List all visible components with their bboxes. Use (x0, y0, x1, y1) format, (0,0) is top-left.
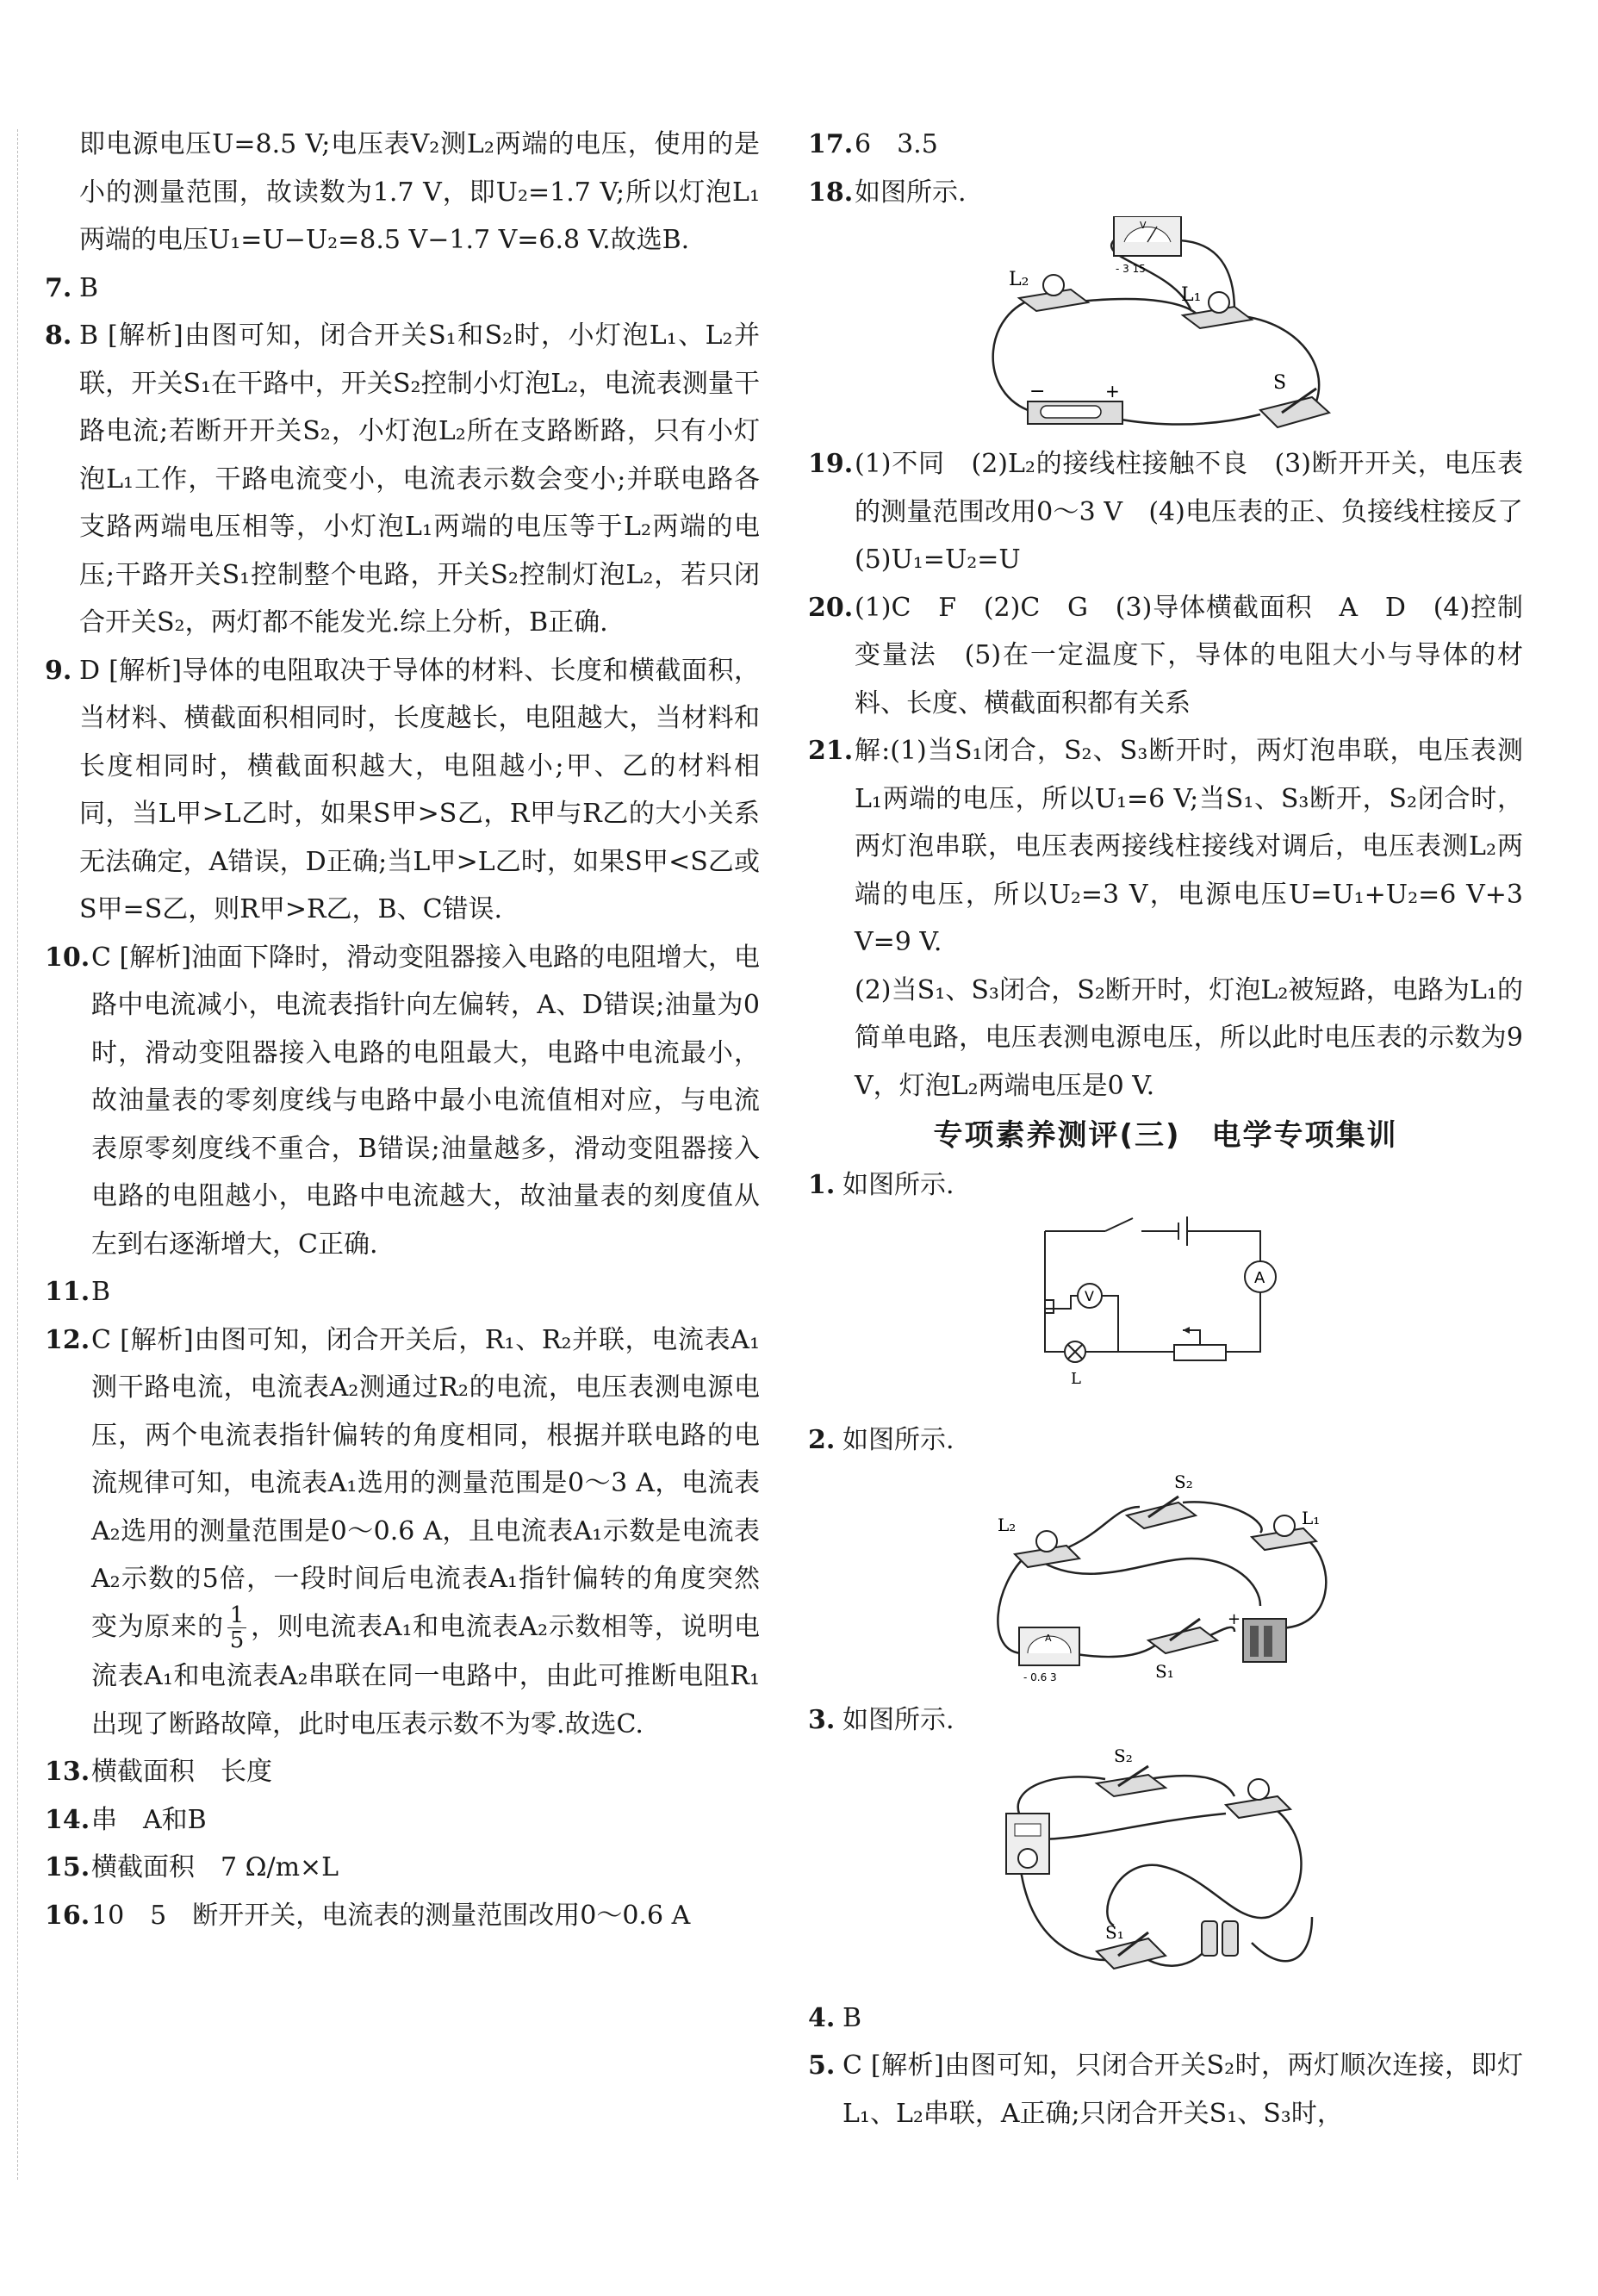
voltmeter-scale: - 3 15 (1116, 263, 1146, 275)
svg-text:+: + (1228, 1610, 1241, 1628)
bulb-l2 (998, 1515, 1079, 1567)
switch-s1 (1148, 1619, 1217, 1682)
svg-text:S₁: S₁ (1105, 1921, 1124, 1943)
answer-12-part-a: C [解析]由图可知，闭合开关后，R₁、R₂并联，电流表A₁测干路电流，电流表A₂测通过R₂的电流，电压表测电源电压，两个电流表指针偏转的角度相同，根据并联电路的电流规律可知，电流表A₁选用的测量范围是0～3 A，电流表A₂选用的测量范围是0～0.6 A，且电流表A₁示数是电流表A₂示数的5倍，一段时间后电流表A₁指针偏转的角度突然变为原来的 (91, 1324, 760, 1642)
battery-minus: − (1029, 381, 1046, 402)
label-l1: L₁ (1181, 284, 1202, 306)
switch-s1 (1097, 1922, 1166, 1969)
right-column (808, 121, 1549, 2137)
answer-11: 11. B (45, 1277, 111, 1307)
svg-text:- 0.6 3: - 0.6 3 (1023, 1671, 1057, 1683)
answer-14: 14. 串 A和B (45, 1804, 207, 1835)
special-4: 4. B (808, 2002, 862, 2033)
answer-20: 20. (1)C F (2)C G (3)导体横截面积 A D (4)控制变量法 (5)在一定温度下，导体的电阻大小与导体的材料、长度、横截面积都有关系 (808, 592, 1523, 719)
figure-18-circuit (976, 216, 1355, 440)
bulb-l1 (1181, 284, 1252, 328)
battery-box (1228, 1610, 1286, 1662)
answer-6-continuation: 即电源电压U=8.5 V;电压表V₂测L₂两端的电压，使用的是小的测量范围，故读数为1.7 V，即U₂=1.7 V;所以灯泡L₁两端的电压U₁=U−U₂=8.5 V−1.7 V=6.8 V.故选B. (79, 129, 760, 255)
answer-18: 18. 如图所示. (808, 177, 967, 208)
answer-21: 21. 解:(1)当S₁闭合，S₂、S₃断开时，两灯泡串联，电压表测L₁两端的电压，所以U₁=6 V;当S₁、S₃断开，S₂闭合时，两灯泡串联，电压表两接线柱接线对调后，电压表测L₂两端的电压，所以U₂=3 V，电源电压U=U₁+U₂=6 V+3 V=9 V. (808, 736, 1523, 957)
figure-2-circuit (976, 1464, 1355, 1696)
svg-text:A: A (1254, 1268, 1265, 1287)
special-2: 2. 如图所示. (808, 1424, 954, 1455)
svg-text:A: A (1045, 1633, 1052, 1644)
voltmeter (1114, 216, 1181, 275)
svg-text:L: L (1071, 1369, 1081, 1388)
svg-text:S₂: S₂ (1174, 1472, 1193, 1492)
answer-16: 16. 10 5 断开开关，电流表的测量范围改用0～0.6 A (45, 1900, 691, 1931)
battery-plus: + (1105, 381, 1120, 401)
left-column (45, 121, 760, 1939)
special-5: 5. C [解析]由图可知，只闭合开关S₂时，两灯顺次连接，即灯L₁、L₂串联，A正确;只闭合开关S₁、S₃时， (808, 2050, 1523, 2129)
answer-17: 17. 6 3.5 (808, 129, 938, 159)
svg-text:L₂: L₂ (998, 1515, 1017, 1535)
special-3: 3. 如图所示. (808, 1705, 954, 1735)
bell (1006, 1814, 1049, 1874)
answer-15: 15. 横截面积 7 Ω/m×L (45, 1852, 339, 1882)
switch-s2 (1097, 1745, 1166, 1796)
svg-text:V: V (1085, 1287, 1094, 1304)
answer-12-part-b: ，则电流表A₁和电流表A₂示数相等，说明电流表A₁和电流表A₂串联在同一电路中，由此可推断电阻R₁出现了断路故障，此时电压表示数不为零.故选C. (91, 1611, 760, 1739)
fraction-one-fifth: $\frac{1}{5}$ (227, 1603, 247, 1652)
svg-text:L₁: L₁ (1302, 1508, 1321, 1528)
answer-7: 7. B (45, 272, 99, 303)
answer-12: 12. C [解析]由图可知，闭合开关后，R₁、R₂并联，电流表A₁测干路电流，电流表A₂测通过R₂的电流，电压表测电源电压，两个电流表指针偏转的角度相同，根据并联电路的电流规律可知，电流表A₁选用的测量范围是0～3 A，电流表A₂选用的测量范围是0～0.6 A，且电流表A₁示数是电流表A₂示数的5倍，一段时间后电流表A₁指针偏转的角度突然变为原来的 $\frac{1}{5}$ ，则电流表A₁和电流表A₂示数相等，说明电流表A₁和电流表A₂串联在同一电路中，由此可推断电阻R₁出现了断路故障，此时电压表示数不为零.故选C. (45, 1324, 760, 1739)
left-margin-rule (17, 129, 18, 2180)
section-title: 专项素养测评(三) 电学专项集训 (933, 1118, 1398, 1153)
answer-10: 10. C [解析]油面下降时，滑动变阻器接入电路的电阻增大，电路中电流减小，电流表指针向左偏转，A、D错误;油量为0时，滑动变阻器接入电路的电阻最大，电路中电流最小，故油量表的零刻度线与电路中最小电流值相对应，与电流表原零刻度线不重合，B错误;油量越多，滑动变阻器接入电路的电阻越小，电路中电流越大，故油量表的刻度值从左到右逐渐增大，C正确. (45, 942, 760, 1260)
answer-13: 13. 横截面积 长度 (45, 1757, 272, 1787)
answer-8: 8. B [解析]由图可知，闭合开关S₁和S₂时，小灯泡L₁、L₂并联，开关S₁在干路中，开关S₂控制小灯泡L₂，电流表测量干路电流;若断开开关S₂，小灯泡L₂所在支路断路，只有小灯泡L₁工作，干路电流变小，电流表示数会变小;并联电路各支路两端电压相等，小灯泡L₁两端的电压等于L₂两端的电压;干路开关S₁控制整个电路，开关S₂控制灯泡L₂，若只闭合开关S₂，两灯都不能发光.综上分析，B正确. (45, 320, 760, 638)
figure-3-circuit (985, 1745, 1346, 1994)
voltmeter-symbol (1078, 1284, 1102, 1308)
answer-21-part-2: (2)当S₁、S₃闭合，S₂断开时，灯泡L₂被短路，电路为L₁的简单电路，电压表测电源电压，所以此时电压表的示数为9 V，灯泡L₂两端电压是0 V. (855, 974, 1523, 1101)
batteries (1202, 1921, 1238, 1956)
svg-text:S₁: S₁ (1155, 1661, 1174, 1682)
ammeter (1019, 1627, 1079, 1683)
answer-9: 9. D [解析]导体的电阻取决于导体的材料、长度和横截面积，当材料、横截面积相同时，长度越长，电阻越大，当材料和长度相同时，横截面积越大，电阻越小;甲、乙的材料相同，当L甲>L乙时，如果S甲>S乙，R甲与R乙的大小关系无法确定，A错误，D正确;当L甲>L乙时，如果S甲<S乙或S甲=S乙，则R甲>R乙，B、C错误. (45, 655, 760, 924)
figure-1-schematic (1028, 1210, 1303, 1416)
special-1: 1. 如图所示. (808, 1170, 954, 1200)
answer-19: 19. (1)不同 (2)L₂的接线柱接触不良 (3)断开开关，电压表的测量范围改用0～3 V (4)电压表的正、负接线柱接反了 (5)U₁=U₂=U (808, 449, 1549, 575)
label-s: S (1273, 372, 1287, 394)
ammeter (1245, 1261, 1276, 1292)
lamp-symbol (1065, 1341, 1085, 1388)
label-l2: L₂ (1009, 269, 1029, 290)
switch-s2 (1127, 1472, 1196, 1528)
svg-text:S₂: S₂ (1114, 1745, 1133, 1766)
voltmeter-label: V (1140, 220, 1147, 231)
bulb (1226, 1779, 1290, 1818)
battery (1028, 381, 1122, 424)
